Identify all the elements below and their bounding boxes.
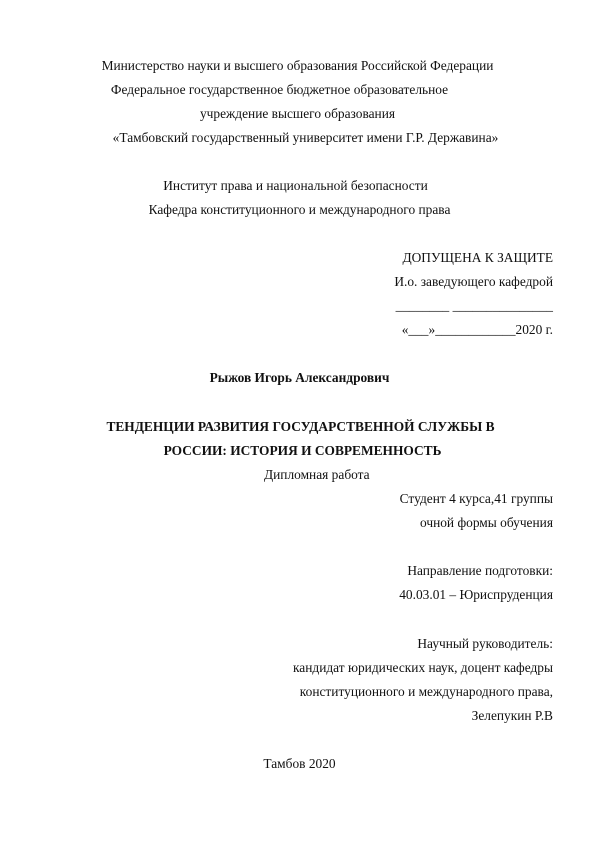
- supervisor-degree: кандидат юридических наук, доцент кафедры: [292, 660, 553, 675]
- supervisor-label: Научный руководитель:: [417, 636, 553, 651]
- approval-date-line: «___»____________2020 г.: [401, 322, 553, 337]
- thesis-title-line-1: ТЕНДЕНЦИИ РАЗВИТИЯ ГОСУДАРСТВЕННОЙ СЛУЖБЫ В: [106, 419, 495, 434]
- approval-position: И.о. заведующего кафедрой: [394, 274, 553, 289]
- institute-name: Институт права и национальной безопасности: [163, 178, 428, 193]
- student-course-group: Студент 4 курса,41 группы: [399, 491, 553, 506]
- approval-title: ДОПУЩЕНА К ЗАЩИТЕ: [402, 250, 553, 265]
- university-name: «Тамбовский государственный университет имени Г.Р. Державина»: [112, 130, 499, 145]
- institution-type-line-1: Федеральное государственное бюджетное образовательное: [110, 82, 449, 97]
- thesis-type: Дипломная работа: [264, 467, 370, 482]
- thesis-title-line-2: РОССИИ: ИСТОРИЯ И СОВРЕМЕННОСТЬ: [163, 443, 442, 458]
- student-study-form: очной формы обучения: [419, 515, 553, 530]
- author-name: Рыжов Игорь Александрович: [209, 370, 390, 385]
- institution-type-line-2: учреждение высшего образования: [199, 106, 396, 121]
- city-year: Тамбов 2020: [263, 756, 336, 771]
- direction-label: Направление подготовки:: [407, 563, 553, 578]
- approval-signature-line: ________ _______________: [395, 298, 553, 313]
- direction-value: 40.03.01 – Юриспруденция: [399, 587, 553, 602]
- supervisor-department: конституционного и международного права,: [299, 684, 553, 699]
- supervisor-name: Зелепукин Р.В: [471, 708, 553, 723]
- department-name: Кафедра конституционного и международного права: [148, 202, 451, 217]
- ministry-line: Министерство науки и высшего образования Российской Федерации: [101, 58, 494, 73]
